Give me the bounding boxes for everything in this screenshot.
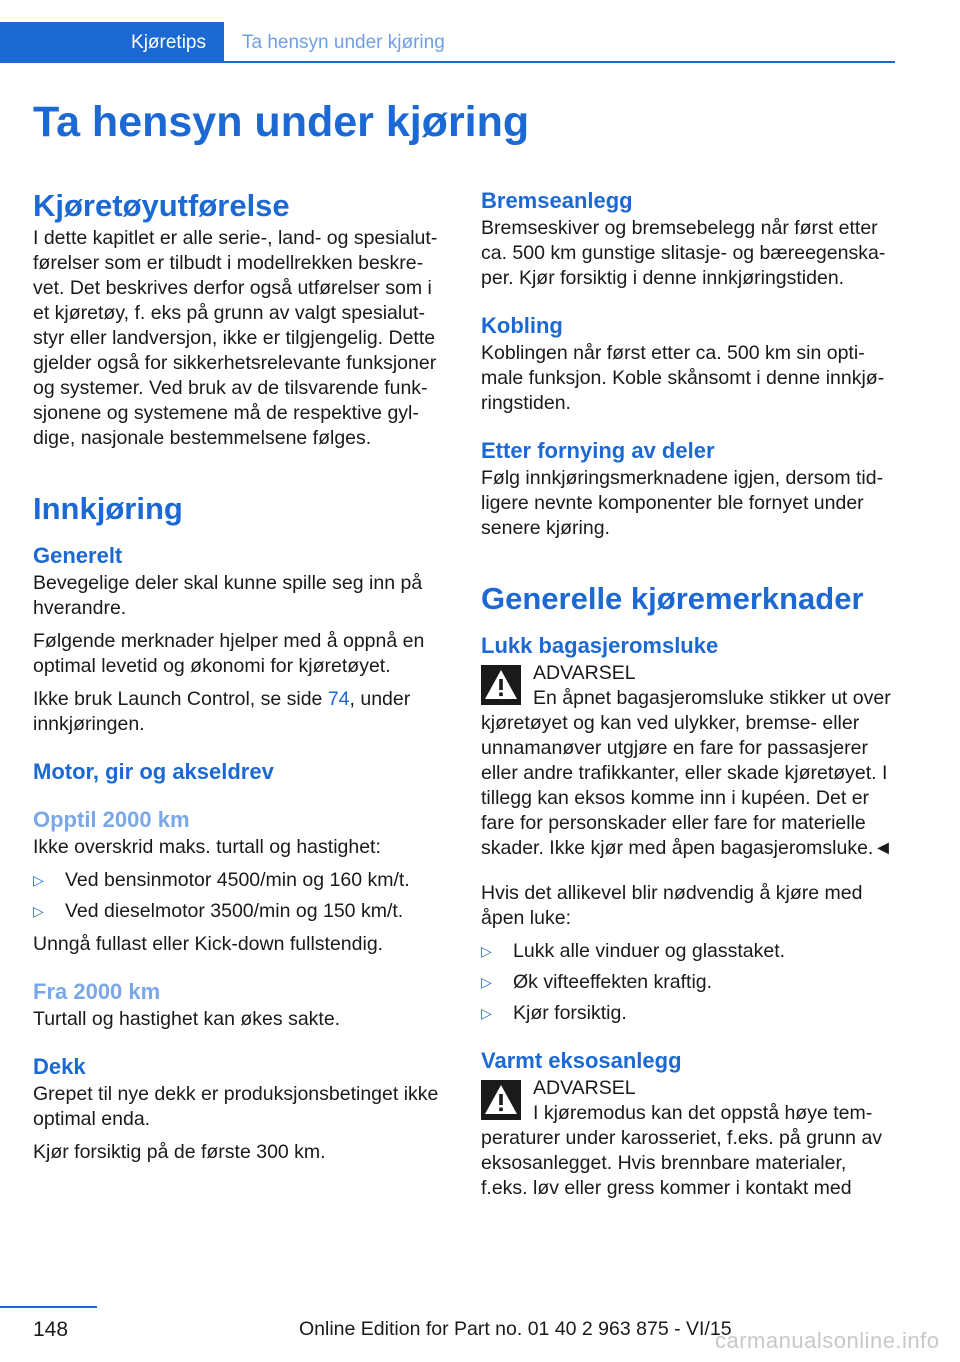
triangle-bullet-icon: ▷ bbox=[481, 943, 492, 959]
triangle-bullet-icon: ▷ bbox=[481, 974, 492, 990]
up-to-2000-list bbox=[33, 868, 448, 924]
page-title: Ta hensyn under kjøring bbox=[33, 98, 530, 146]
subsection-title-clutch: Kobling bbox=[481, 313, 563, 338]
from-2000-text: Turtall og hastighet kan økes sakte. bbox=[33, 1008, 341, 1030]
triangle-bullet-icon: ▷ bbox=[481, 1005, 492, 1021]
page-header bbox=[0, 22, 895, 62]
subsection-title-brakes: Bremseanlegg bbox=[481, 188, 633, 213]
right-column bbox=[481, 186, 896, 1209]
warning-box-exhaust bbox=[481, 1076, 896, 1201]
list-item: ▷ Kjør forsiktig. bbox=[481, 1002, 627, 1024]
subsection-title-tires: Dekk bbox=[33, 1054, 86, 1079]
vehicle-version-text: I dette kapitlet er alle serie-, land- og spesialutførelser som er tilbudt i modellrekken beskrevet. Det beskrives derfor også utførelser som i et kjøretøy, f. eks på grunn av valgt spesialutstyr eller landversjon, ikke er tilgjengelig. Dette gjelder også for sikkerhetsrelevante funksjoner og systemer. Ved bruk av de tilsvarende funksjonene og systemene må de respektive gyldige, nasjonale bestemmelsene følges. bbox=[33, 227, 438, 449]
page-reference-link[interactable]: 74 bbox=[327, 688, 350, 710]
section-title-general-driving-notes: Generelle kjøremerknader bbox=[481, 581, 864, 616]
warning-triangle-icon bbox=[481, 1080, 521, 1120]
warning-text: I kjøremodus kan det oppstå høye temperaturer under karosseriet, f.eks. på grunn av eksosanlegget. Hvis brennbare materialer, f.eks. løv eller gress kommer i kontakt med bbox=[481, 1102, 883, 1199]
page-number: 148 bbox=[33, 1318, 69, 1341]
triangle-bullet-icon: ▷ bbox=[33, 903, 44, 919]
up-to-2000-after-text: Unngå fullast eller Kick-down fullstendig. bbox=[33, 933, 384, 955]
warning-triangle-icon bbox=[481, 665, 521, 705]
section-title-vehicle-version: Kjøretøyutførelse bbox=[33, 188, 290, 223]
header-tab-chapter[interactable]: Kjøretips bbox=[0, 22, 224, 63]
general-text-3: Ikke bruk Launch Control, se side 74, under innkjøringen. bbox=[33, 688, 411, 735]
close-trunk-after-text: Hvis det allikevel blir nødvendig å kjøre med åpen luke: bbox=[481, 882, 863, 929]
list-item: ▷ Ved dieselmotor 3500/min og 150 km/t. bbox=[33, 900, 404, 922]
left-column bbox=[33, 186, 448, 1173]
edition-text: Online Edition for Part no. 01 40 2 963 875 - VI/15 bbox=[299, 1318, 732, 1340]
brakes-text: Bremseskiver og bremsebelegg når først etter ca. 500 km gunstige slitasje- og bæreegenskaper. Kjør forsiktig i denne innkjøringstiden. bbox=[481, 217, 886, 289]
list-item: ▷ Øk vifteeffekten kraftig. bbox=[481, 971, 713, 993]
warning-text: En åpnet bagasjeromsluke stikker ut over kjøretøyet og kan ved ulykker, bremse- eller unnamanøver utgjøre en fare for passasjerer eller andre trafikkanter, eller skade kjøretøyet. I tillegg kan eksos komme inn i kupéen. Det er fare for personskader eller fare for materielle skader. Ikke kjør med åpen bagasjeromsluke.◄ bbox=[481, 687, 893, 859]
subsection-title-hot-exhaust: Varmt eksosanlegg bbox=[481, 1048, 682, 1073]
tires-text-2: Kjør forsiktig på de første 300 km. bbox=[33, 1141, 326, 1163]
list-item: ▷ Ved bensinmotor 4500/min og 160 km/t. bbox=[33, 869, 410, 891]
warning-label: ADVARSEL bbox=[533, 662, 636, 684]
subsection-title-close-trunk: Lukk bagasjeromsluke bbox=[481, 633, 719, 658]
footer-divider bbox=[0, 1306, 97, 1308]
subsection-title-general: Generelt bbox=[33, 543, 123, 568]
subsection-title-engine: Motor, gir og akseldrev bbox=[33, 759, 274, 784]
subsection-title-up-to-2000: Opptil 2000 km bbox=[33, 807, 190, 832]
general-text-1: Bevegelige deler skal kunne spille seg inn på hverandre. bbox=[33, 572, 423, 619]
header-tab-section[interactable]: Ta hensyn under kjøring bbox=[242, 32, 445, 53]
warning-box-trunk bbox=[481, 661, 896, 861]
triangle-bullet-icon: ▷ bbox=[33, 872, 44, 888]
clutch-text: Koblingen når først etter ca. 500 km sin optimale funksjon. Koble skånsomt i denne innkjøringstiden. bbox=[481, 342, 885, 414]
subsection-title-from-2000: Fra 2000 km bbox=[33, 979, 161, 1004]
close-trunk-list bbox=[481, 939, 896, 1026]
general-text-2: Følgende merknader hjelper med å oppnå en optimal levetid og økonomi for kjøretøyet. bbox=[33, 630, 425, 677]
tires-text-1: Grepet til nye dekk er produksjonsbetinget ikke optimal enda. bbox=[33, 1083, 439, 1130]
warning-label: ADVARSEL bbox=[533, 1077, 636, 1099]
up-to-2000-text: Ikke overskrid maks. turtall og hastighet: bbox=[33, 836, 381, 858]
watermark-text: carmanualsonline.info bbox=[715, 1328, 940, 1353]
section-title-break-in: Innkjøring bbox=[33, 491, 183, 526]
after-replacement-text: Følg innkjøringsmerknadene igjen, dersom tidligere nevnte komponenter ble fornyet under senere kjøring. bbox=[481, 467, 884, 539]
subsection-title-after-replacement: Etter fornying av deler bbox=[481, 438, 715, 463]
header-divider bbox=[0, 61, 895, 63]
list-item: ▷ Lukk alle vinduer og glasstaket. bbox=[481, 940, 786, 962]
